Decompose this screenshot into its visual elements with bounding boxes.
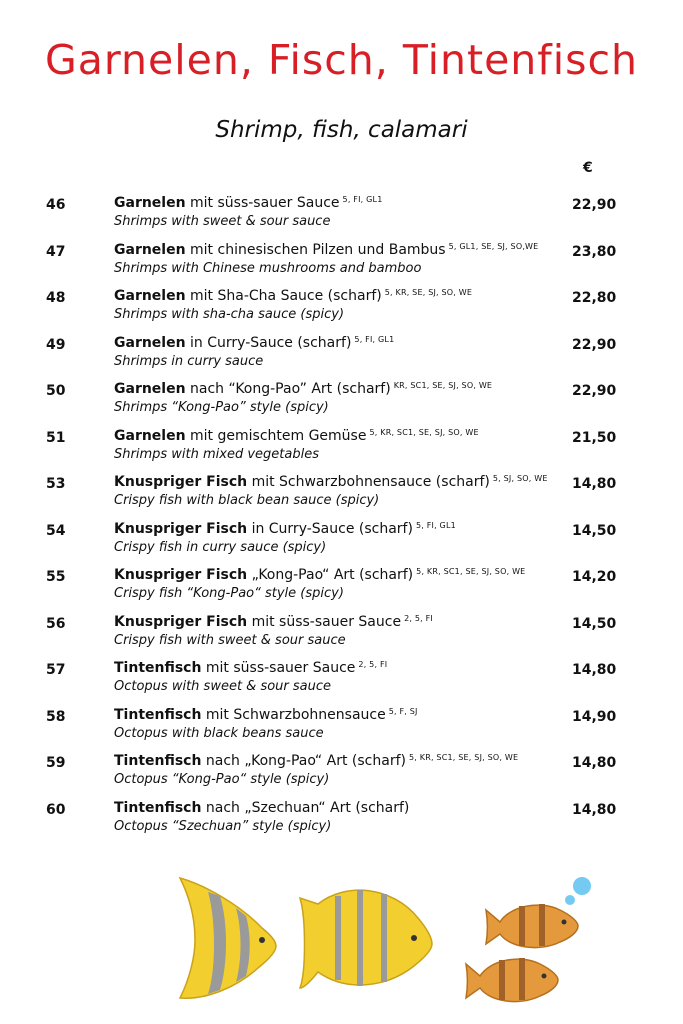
- item-desc: mit süss-sauer Sauce: [205, 660, 356, 676]
- item-desc: nach „Kong-Pao“ Art (scharf): [205, 753, 406, 769]
- item-german: [114, 660, 569, 676]
- item-price: 22,80: [572, 290, 617, 306]
- item-desc: mit gemischtem Gemüse: [190, 427, 367, 444]
- menu-item: [0, 567, 683, 614]
- item-german: [114, 567, 569, 583]
- item-allergens: 5, SJ, SO, WE: [492, 474, 548, 483]
- menu-item: [0, 288, 683, 335]
- menu-item: [0, 614, 683, 661]
- item-desc: nach “Kong-Pao” Art (scharf): [190, 381, 391, 397]
- item-german: [114, 242, 569, 258]
- item-number: 57: [46, 662, 66, 678]
- menu-item: [0, 242, 683, 289]
- item-english: Crispy fish with sweet & sour sauce: [114, 632, 346, 648]
- item-price: 22,90: [572, 197, 617, 213]
- item-name: Tintenfisch: [114, 706, 202, 723]
- item-name: Knuspriger Fisch: [114, 474, 248, 490]
- item-german: [114, 521, 569, 537]
- item-english: Shrimps with mixed vegetables: [114, 446, 319, 462]
- item-english: Octopus “Kong-Pao“ style (spicy): [114, 772, 330, 787]
- item-desc: mit Schwarzbohnensauce (scharf): [251, 474, 490, 490]
- item-allergens: 5, FI, GL1: [354, 334, 395, 344]
- item-name: Tintenfisch: [114, 799, 202, 816]
- item-german: [114, 381, 569, 397]
- page-title: Garnelen, Fisch, Tintenfisch: [44, 36, 638, 84]
- item-price: 22,90: [572, 383, 617, 399]
- item-number: 48: [46, 290, 66, 306]
- menu-item: [0, 474, 683, 521]
- item-number: 58: [46, 708, 66, 725]
- goldfish-icon: [486, 904, 578, 948]
- item-allergens: 5, KR, SC1, SE, SJ, SO, WE: [408, 753, 519, 762]
- item-number: 56: [46, 615, 66, 632]
- angelfish-icon: [180, 878, 276, 998]
- item-german: [114, 428, 569, 444]
- menu-item: [0, 753, 683, 800]
- item-desc: in Curry-Sauce (scharf): [251, 520, 413, 537]
- item-name: Garnelen: [114, 334, 186, 351]
- menu-item: [0, 381, 683, 428]
- item-price: 14,50: [572, 522, 617, 539]
- item-desc: mit süss-sauer Sauce: [190, 195, 340, 211]
- item-english: Octopus “Szechuan” style (spicy): [114, 818, 332, 834]
- item-price: 22,90: [572, 336, 617, 353]
- item-price: 21,50: [572, 429, 617, 446]
- item-name: Knuspriger Fisch: [114, 613, 248, 630]
- item-number: 55: [46, 569, 66, 585]
- item-german: [114, 335, 569, 351]
- item-english: Octopus with sweet & sour sauce: [114, 679, 332, 694]
- menu-item: [0, 428, 683, 475]
- item-allergens: 5, KR, SE, SJ, SO, WE: [384, 288, 473, 297]
- item-name: Garnelen: [114, 195, 186, 211]
- item-name: Tintenfisch: [114, 753, 202, 769]
- item-price: 14,20: [572, 569, 617, 585]
- item-allergens: 5, KR, SC1, SE, SJ, SO, WE: [416, 567, 526, 576]
- item-allergens: 5, FI, GL1: [415, 520, 456, 530]
- item-desc: mit Sha-Cha Sauce (scharf): [190, 288, 382, 304]
- item-price: 14,80: [572, 662, 617, 678]
- item-price: 23,80: [572, 243, 617, 260]
- item-number: 60: [46, 801, 66, 818]
- fish-illustrations: [0, 860, 683, 1024]
- menu-item: [0, 660, 683, 707]
- item-allergens: 5, KR, SC1, SE, SJ, SO, WE: [369, 427, 479, 437]
- item-english: Shrimps with sweet & sour sauce: [114, 214, 331, 229]
- item-english: Shrimps with Chinese mushrooms and bamboo: [114, 260, 422, 276]
- item-allergens: 5, GL1, SE, SJ, SO,WE: [448, 241, 539, 251]
- item-price: 14,80: [572, 801, 617, 818]
- bubbles-icon: [565, 877, 591, 905]
- item-desc: nach „Szechuan“ Art (scharf): [205, 799, 410, 816]
- item-price: 14,90: [572, 708, 617, 725]
- item-name: Garnelen: [114, 288, 186, 304]
- menu-list: [0, 195, 683, 846]
- page-subtitle: Shrimp, fish, calamari: [215, 117, 468, 143]
- item-english: Crispy fish with black bean sauce (spicy): [114, 493, 380, 508]
- menu-item: [0, 195, 683, 242]
- item-name: Garnelen: [114, 427, 186, 444]
- item-price: 14,80: [572, 476, 617, 492]
- item-desc: mit chinesischen Pilzen und Bambus: [190, 241, 446, 258]
- item-price: 14,50: [572, 615, 617, 632]
- item-german: [114, 474, 569, 490]
- item-allergens: KR, SC1, SE, SJ, SO, WE: [393, 381, 493, 390]
- item-english: Shrimps “Kong-Pao” style (spicy): [114, 400, 329, 415]
- item-name: Garnelen: [114, 241, 186, 258]
- item-german: [114, 614, 569, 630]
- menu-item: [0, 707, 683, 754]
- menu-item: [0, 800, 683, 847]
- item-german: [114, 800, 569, 816]
- item-name: Knuspriger Fisch: [114, 520, 248, 537]
- item-name: Garnelen: [114, 381, 186, 397]
- item-allergens: 5, F, SJ: [388, 706, 418, 716]
- item-german: [114, 707, 569, 723]
- item-english: Octopus with black beans sauce: [114, 725, 324, 741]
- item-number: 54: [46, 522, 66, 539]
- item-number: 46: [46, 197, 66, 213]
- item-german: [114, 753, 569, 769]
- item-english: Shrimps in curry sauce: [114, 353, 264, 369]
- item-german: [114, 195, 569, 211]
- butterflyfish-icon: [300, 890, 432, 988]
- item-name: Tintenfisch: [114, 660, 202, 676]
- item-allergens: 2, 5, FI: [358, 660, 388, 669]
- goldfish-icon: [466, 958, 558, 1002]
- item-number: 47: [46, 243, 66, 260]
- item-number: 50: [46, 383, 66, 399]
- item-number: 51: [46, 429, 66, 446]
- menu-item: [0, 521, 683, 568]
- item-allergens: 5, FI, GL1: [342, 195, 383, 204]
- currency-label: €: [583, 160, 593, 176]
- item-price: 14,80: [572, 755, 617, 771]
- item-desc: in Curry-Sauce (scharf): [190, 334, 352, 351]
- item-english: Crispy fish “Kong-Pao“ style (spicy): [114, 586, 344, 601]
- item-name: Knuspriger Fisch: [114, 567, 248, 583]
- item-desc: mit süss-sauer Sauce: [251, 613, 402, 630]
- item-english: Crispy fish in curry sauce (spicy): [114, 539, 327, 555]
- item-german: [114, 288, 569, 304]
- item-desc: mit Schwarzbohnensauce: [205, 706, 386, 723]
- item-english: Shrimps with sha-cha sauce (spicy): [114, 307, 345, 322]
- item-desc: „Kong-Pao“ Art (scharf): [251, 567, 414, 583]
- item-allergens: 2, 5, FI: [404, 613, 433, 623]
- item-number: 49: [46, 336, 66, 353]
- item-number: 59: [46, 755, 66, 771]
- item-number: 53: [46, 476, 66, 492]
- menu-item: [0, 335, 683, 382]
